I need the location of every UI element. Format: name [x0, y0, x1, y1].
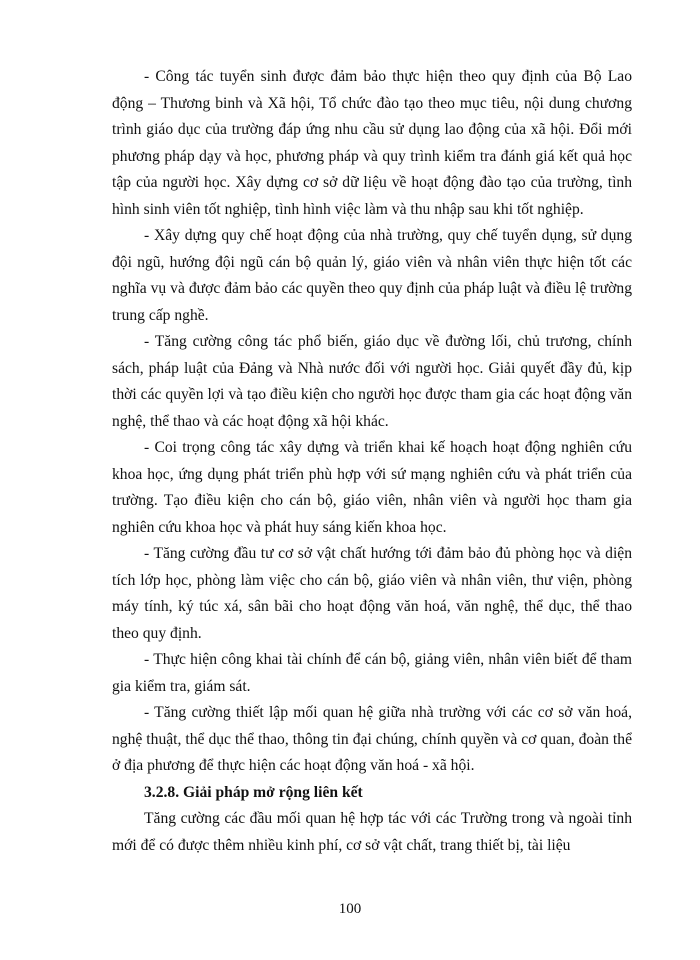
section-heading: 3.2.8. Giải pháp mở rộng liên kết — [144, 783, 363, 801]
page-number: 100 — [338, 901, 362, 917]
paragraph-cooperation: Tăng cường các đầu mối quan hệ hợp tác với các Trường trong và ngoài tỉnh mới để có được thêm nhiều kinh phí, cơ sở vật chất, trang thiết bị, tài liệu — [112, 810, 632, 854]
paragraph-facilities: - Tăng cường đầu tư cơ sở vật chất hướng tới đảm bảo đủ phòng học và diện tích lớp học, phòng làm việc cho cán bộ, giáo viên và nhân viên, thư viện, phòng máy tính, ký túc xá, sân bãi cho hoạt động văn hoá, văn nghệ, thể dục, thể thao theo quy định. — [112, 545, 632, 642]
paragraph-relations: - Tăng cường thiết lập mối quan hệ giữa nhà trường với các cơ sở văn hoá, nghệ thuật, thể dục thể thao, thông tin đại chúng, chính quyền và cơ quan, đoàn thể ở địa phương để thực hiện các hoạt động văn hoá - xã hội. — [112, 704, 632, 774]
paragraph-finance: - Thực hiện công khai tài chính để cán bộ, giảng viên, nhân viên biết để tham gia kiểm tra, giám sát. — [112, 651, 632, 695]
page-body — [112, 64, 632, 859]
paragraph-regulations: - Xây dựng quy chế hoạt động của nhà trường, quy chế tuyển dụng, sử dụng đội ngũ, hướng đội ngũ cán bộ quản lý, giáo viên và nhân viên thực hiện tốt các nghĩa vụ và được đảm bảo các quyền theo quy định của pháp luật và điều lệ trường trung cấp nghề. — [112, 227, 632, 324]
paragraph-enrollment: - Công tác tuyển sinh được đảm bảo thực hiện theo quy định của Bộ Lao động – Thương binh và Xã hội, Tổ chức đào tạo theo mục tiêu, nội dung chương trình giáo dục của trường đáp ứng nhu cầu sử dụng lao động của xã hội. Đổi mới phương pháp dạy và học, phương pháp và quy trình kiểm tra đánh giá kết quả học tập của người học. Xây dựng cơ sở dữ liệu về hoạt động đào tạo của trường, tình hình sinh viên tốt nghiệp, tình hình việc làm và thu nhập sau khi tốt nghiệp. — [112, 68, 632, 218]
paragraph-policy-education: - Tăng cường công tác phổ biến, giáo dục về đường lối, chủ trương, chính sách, pháp luật của Đảng và Nhà nước đối với người học. Giải quyết đầy đủ, kịp thời các quyền lợi và tạo điều kiện cho người học được tham gia các hoạt động văn nghệ, thể thao và các hoạt động xã hội khác. — [112, 333, 632, 430]
paragraph-research: - Coi trọng công tác xây dựng và triển khai kế hoạch hoạt động nghiên cứu khoa học, ứng dụng phát triển phù hợp với sứ mạng nghiên cứu và phát triển của trường. Tạo điều kiện cho cán bộ, giáo viên, nhân viên và người học tham gia nghiên cứu khoa học và phát huy sáng kiến khoa học. — [112, 439, 632, 536]
